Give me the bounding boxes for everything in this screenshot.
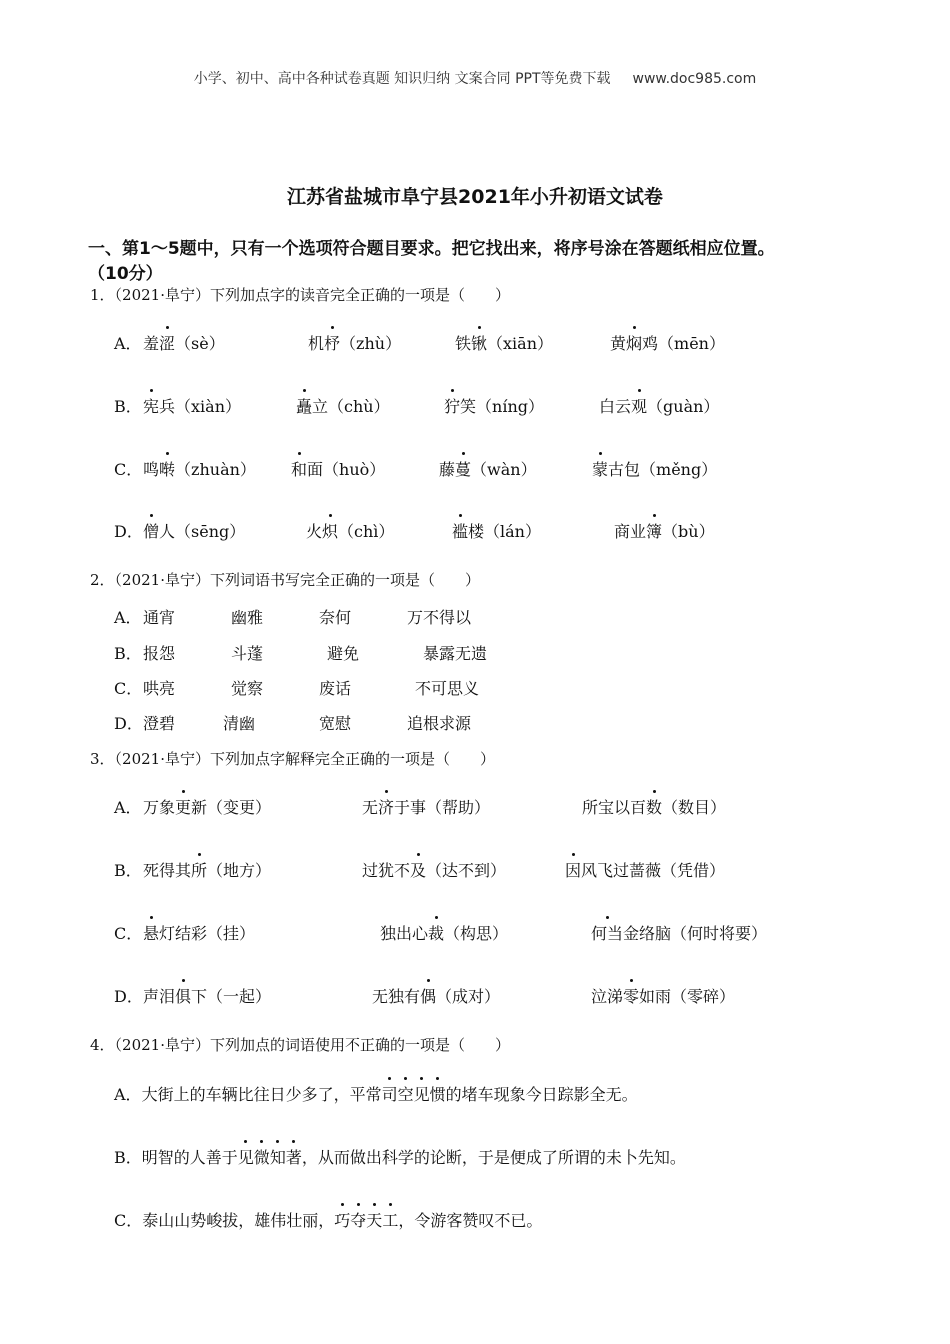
question-1-stem: 1．（2021·阜宁）下列加点字的读音完全正确的一项是（ ） <box>90 286 510 304</box>
q3-option-a-item-3: 所宝以百数（数目） <box>582 795 726 818</box>
q1-option-a-item-4: 黄焖鸡（mēn） <box>610 331 725 354</box>
q2-option-d-word-1: 澄碧 <box>143 714 176 733</box>
q2-option-d-word-2: 清幽 <box>223 714 256 733</box>
q1-option-d-item-1: 僧人（sēng） <box>143 519 245 542</box>
q1-option-c-item-3: 藤蔓（wàn） <box>439 457 537 480</box>
q2-option-b-label: B． <box>114 644 142 663</box>
q1-option-b-item-2: 矗立（chù） <box>296 394 390 417</box>
q3-option-d-label: D． <box>114 987 143 1006</box>
question-4-stem: 4．（2021·阜宁）下列加点的词语使用不正确的一项是（ ） <box>90 1036 510 1054</box>
q2-option-c-word-1: 哄亮 <box>143 679 176 698</box>
q2-option-a-word-2: 幽雅 <box>231 608 264 627</box>
q1-option-b-label: B． <box>114 397 142 416</box>
q3-option-b-item-2: 过犹不及（达不到） <box>362 858 506 881</box>
q3-option-d-item-1: 声泪俱下（一起） <box>143 984 271 1007</box>
q1-option-c-label: C． <box>114 460 143 479</box>
q3-option-c-label: C． <box>114 924 143 943</box>
q3-option-a-item-2: 无济于事（帮助） <box>362 795 490 818</box>
q1-option-d-item-3: 褴楼（lán） <box>452 519 541 542</box>
q1-option-d-item-4: 商业簿（bù） <box>614 519 715 542</box>
q3-option-c-item-3: 何当金络脑（何时将要） <box>591 921 767 944</box>
q3-option-c-item-1: 悬灯结彩（挂） <box>143 921 255 944</box>
q2-option-c-word-2: 觉察 <box>231 679 264 698</box>
q4-option-c: C．泰山山势峻拔，雄伟壮丽，巧夺天工，令游客赞叹不已。 <box>114 1208 542 1231</box>
q2-option-b-word-3: 避免 <box>327 644 360 663</box>
header-site: www.doc985.com <box>632 71 757 87</box>
page-header <box>0 68 950 88</box>
header-text: 小学、初中、高中各种试卷真题 知识归纳 文案合同 PPT等免费下载 <box>193 71 611 87</box>
section-heading: 一、第1～5题中，只有一个选项符合题目要求。把它找出来，将序号涂在答题纸相应位置。 <box>88 239 775 259</box>
q3-option-c-item-2: 独出心裁（构思） <box>380 921 508 944</box>
q2-option-d-word-3: 宽慰 <box>319 714 352 733</box>
q1-option-c-item-4: 蒙古包（měng） <box>592 457 717 480</box>
question-2-stem: 2．（2021·阜宁）下列词语书写完全正确的一项是（ ） <box>90 571 480 589</box>
q3-option-d-item-3: 泣涕零如雨（零碎） <box>591 984 735 1007</box>
q1-option-a-item-1: 羞涩（sè） <box>143 331 225 354</box>
q2-option-a-word-4: 万不得以 <box>407 608 472 627</box>
q2-option-b-word-4: 暴露无遗 <box>423 644 488 663</box>
q2-option-d-word-4: 追根求源 <box>407 714 472 733</box>
q2-option-b-word-2: 斗蓬 <box>231 644 264 663</box>
q1-option-c-item-2: 和面（huò） <box>291 457 385 480</box>
q2-option-a-label: A． <box>114 608 142 627</box>
q4-option-b: B．明智的人善于见微知著，从而做出科学的论断，于是便成了所谓的未卜先知。 <box>114 1145 686 1168</box>
q3-option-a-label: A． <box>114 798 142 817</box>
question-3-stem: 3．（2021·阜宁）下列加点字解释完全正确的一项是（ ） <box>90 750 495 768</box>
q1-option-b-item-1: 宪兵（xiàn） <box>143 394 241 417</box>
q2-option-a-word-3: 奈何 <box>319 608 352 627</box>
q1-option-b-item-4: 白云观（guàn） <box>599 394 719 417</box>
section-score: （10分） <box>88 264 163 284</box>
q1-option-d-label: D． <box>114 522 143 541</box>
q1-option-b-item-3: 狞笑（níng） <box>444 394 544 417</box>
q4-option-a: A．大街上的车辆比往日少多了，平常司空见惯的堵车现象今日踪影全无。 <box>114 1082 638 1105</box>
q3-option-d-item-2: 无独有偶（成对） <box>372 984 500 1007</box>
q3-option-b-item-3: 因风飞过蔷薇（凭借） <box>565 858 725 881</box>
q2-option-b-word-1: 报怨 <box>143 644 176 663</box>
q3-option-b-item-1: 死得其所（地方） <box>143 858 271 881</box>
exam-title: 江苏省盐城市阜宁县2021年小升初语文试卷 <box>287 186 663 208</box>
q1-option-a-item-3: 铁锹（xiān） <box>455 331 553 354</box>
q2-option-c-label: C． <box>114 679 143 698</box>
q2-option-d-label: D． <box>114 714 143 733</box>
q2-option-c-word-3: 废话 <box>319 679 352 698</box>
q3-option-b-label: B． <box>114 861 142 880</box>
q1-option-d-item-2: 火炽（chì） <box>306 519 394 542</box>
q3-option-a-item-1: 万象更新（变更） <box>143 795 271 818</box>
q2-option-c-word-4: 不可思义 <box>415 679 480 698</box>
q2-option-a-word-1: 通宵 <box>143 608 176 627</box>
q1-option-a-item-2: 机杼（zhù） <box>308 331 401 354</box>
q1-option-a-label: A． <box>114 334 142 353</box>
q1-option-c-item-1: 鸣啭（zhuàn） <box>143 457 256 480</box>
